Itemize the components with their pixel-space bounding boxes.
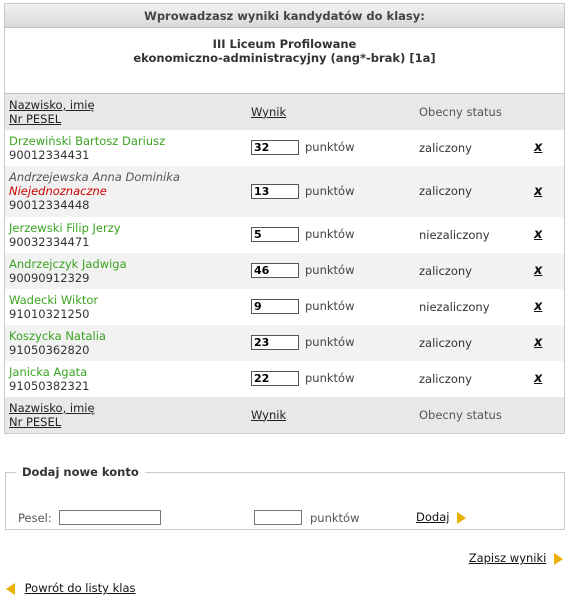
delete-row-button[interactable]: x [534,299,543,314]
new-score-input[interactable] [254,510,302,525]
table-row [5,217,564,253]
status-text: zaliczony [419,140,472,155]
student-name: Andrzejczyk Jadwiga [9,256,127,271]
sort-by-pesel-link[interactable]: Nr PESEL [9,111,62,126]
score-input[interactable] [251,263,299,278]
delete-row-button[interactable]: x [534,140,543,155]
add-button[interactable] [416,510,466,524]
delete-row-button[interactable]: x [534,227,543,242]
status-column-footer: Obecny status [419,407,502,422]
status-text: niezaliczony [419,299,490,314]
score-unit: punktów [305,183,355,198]
score-unit: punktów [305,371,355,385]
score-unit: punktów [305,140,355,154]
student-pesel: 90012334448 [9,198,90,212]
back-to-classes-link[interactable] [6,581,136,595]
arrow-right-icon[interactable] [457,512,466,524]
arrow-left-icon[interactable] [6,583,15,595]
pesel-label: Pesel: [18,511,52,525]
score-input[interactable] [251,140,299,155]
status-text: zaliczony [419,335,472,350]
status-text: zaliczony [419,184,472,198]
add-account-section [5,465,565,530]
student-pesel: 91010321250 [9,306,90,321]
student-pesel: 90012334431 [9,147,90,162]
table-row [5,166,564,217]
table-row [5,253,564,289]
delete-row-button[interactable]: x [534,371,543,386]
score-unit: punktów [305,263,355,277]
new-score-unit: punktów [310,511,360,525]
student-pesel: 90032334471 [9,234,90,249]
class-name: ekonomiczno-administracyjny (ang*-brak) [1a] [133,51,436,65]
table-body [5,130,564,397]
add-account-legend: Dodaj nowe konto [22,465,139,479]
score-unit: punktów [305,299,355,313]
student-name: Drzewiński Bartosz Dariusz [9,133,166,148]
save-results-button[interactable] [469,551,563,565]
table-footer-row [5,397,564,433]
status-text: niezaliczony [419,227,490,242]
table-row [5,361,564,397]
sort-by-name-link-bottom[interactable]: Nazwisko, imię [9,400,95,415]
status-text: zaliczony [419,263,472,278]
delete-row-button[interactable]: x [534,335,543,350]
student-pesel: 91050382321 [9,378,90,393]
panel-title: Wprowadzasz wyniki kandydatów do klasy: [5,4,564,28]
delete-row-button[interactable]: x [534,183,543,199]
student-pesel: 91050362820 [9,342,90,357]
student-pesel: 90090912329 [9,270,90,285]
ambiguity-warning: Niejednoznaczne [9,184,107,198]
score-input[interactable] [251,299,299,314]
student-name: Jerzewski Filip Jerzy [9,220,121,235]
class-info [5,37,564,65]
score-input[interactable] [251,335,299,350]
student-name: Koszycka Natalia [9,328,106,343]
student-name: Janicka Agata [9,364,88,379]
arrow-right-icon[interactable] [554,553,563,565]
table-header-row [5,94,564,130]
new-pesel-input[interactable] [59,510,161,525]
back-to-classes-label[interactable]: Powrót do listy klas [24,581,136,595]
score-input[interactable] [251,227,299,242]
results-table [5,93,564,433]
sort-by-name-link[interactable]: Nazwisko, imię [9,97,95,112]
add-button-label[interactable]: Dodaj [416,510,450,524]
school-name: III Liceum Profilowane [212,37,357,51]
sort-by-pesel-link-bottom[interactable]: Nr PESEL [9,414,62,429]
status-text: zaliczony [419,371,472,386]
score-unit: punktów [305,335,355,349]
student-name: Wadecki Wiktor [9,292,99,307]
sort-by-score-link[interactable]: Wynik [251,104,287,119]
save-results-label[interactable]: Zapisz wyniki [468,551,547,565]
table-row [5,130,564,166]
results-panel [4,3,565,434]
student-name: Andrzejewska Anna Dominika [9,170,180,184]
score-input[interactable] [251,371,299,386]
sort-by-score-link-bottom[interactable]: Wynik [251,407,287,422]
table-row [5,289,564,325]
table-row [5,325,564,361]
score-unit: punktów [305,227,355,241]
delete-row-button[interactable]: x [534,263,543,278]
score-input[interactable] [251,184,299,199]
status-column-header: Obecny status [419,104,502,119]
